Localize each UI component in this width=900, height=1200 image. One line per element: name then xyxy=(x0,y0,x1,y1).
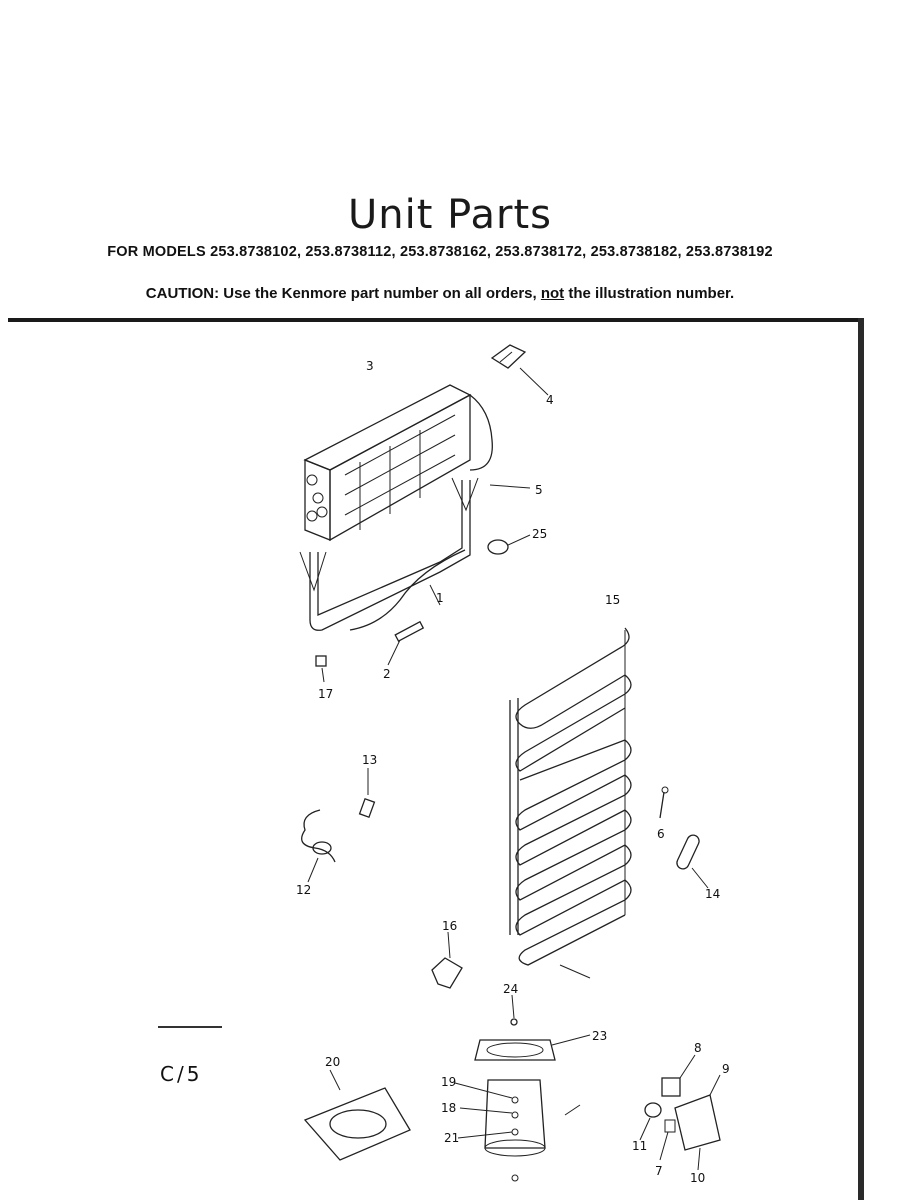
callout-3: 3 xyxy=(366,359,374,373)
part-12-harness xyxy=(302,810,335,882)
part-17-clip xyxy=(316,656,326,682)
callout-6: 6 xyxy=(657,827,665,841)
part-23-pan xyxy=(475,1035,590,1060)
callout-1: 1 xyxy=(436,591,444,605)
callout-17: 17 xyxy=(318,687,334,701)
part-15-coil xyxy=(510,628,631,978)
caution-tail: the illustration number. xyxy=(568,285,735,302)
callout-2: 2 xyxy=(383,667,391,681)
caution-not: not xyxy=(540,285,565,302)
callout-7: 7 xyxy=(655,1164,663,1178)
callout-11: 11 xyxy=(632,1139,648,1153)
callout-12: 12 xyxy=(296,883,312,897)
callout-21: 21 xyxy=(444,1131,460,1145)
callout-15: 15 xyxy=(605,593,621,607)
part-3-condenser xyxy=(305,385,470,540)
part-16-bracket xyxy=(432,932,462,988)
callout-18: 18 xyxy=(441,1101,457,1115)
callout-9: 9 xyxy=(722,1062,730,1076)
part-24-bolt xyxy=(511,995,517,1025)
callout-5: 5 xyxy=(535,483,543,497)
page-code: C/5 xyxy=(160,1062,203,1086)
compressor xyxy=(455,1080,580,1181)
part-20-base-plate xyxy=(305,1070,410,1160)
relay-overload xyxy=(640,1055,720,1170)
models-list: 253.8738102, 253.8738112, 253.8738162, 253.8738172, 253.8738182, 253.8738192 xyxy=(210,244,773,260)
part-13-connector xyxy=(360,768,375,817)
callout-20: 20 xyxy=(325,1055,341,1069)
caution-lead: CAUTION: Use the Kenmore part number on all orders, xyxy=(145,285,537,302)
page-title: Unit Parts xyxy=(348,192,552,238)
callout-16: 16 xyxy=(442,919,458,933)
callout-23: 23 xyxy=(592,1029,608,1043)
callout-14: 14 xyxy=(705,887,721,901)
callout-10: 10 xyxy=(690,1171,706,1185)
part-5-leader xyxy=(490,485,530,488)
part-6-screw xyxy=(660,787,668,818)
callout-4: 4 xyxy=(546,393,554,407)
models-prefix: FOR MODELS xyxy=(107,244,206,260)
part-2-drier xyxy=(388,622,423,665)
callout-13: 13 xyxy=(362,753,378,767)
part-14-tube xyxy=(675,833,708,888)
part-1-tubing xyxy=(300,395,492,630)
callout-25: 25 xyxy=(532,527,548,541)
part-25-grommet xyxy=(488,535,530,554)
callout-8: 8 xyxy=(694,1041,702,1055)
callout-19: 19 xyxy=(441,1075,457,1089)
callout-24: 24 xyxy=(503,982,519,996)
part-4-clip xyxy=(492,345,548,395)
